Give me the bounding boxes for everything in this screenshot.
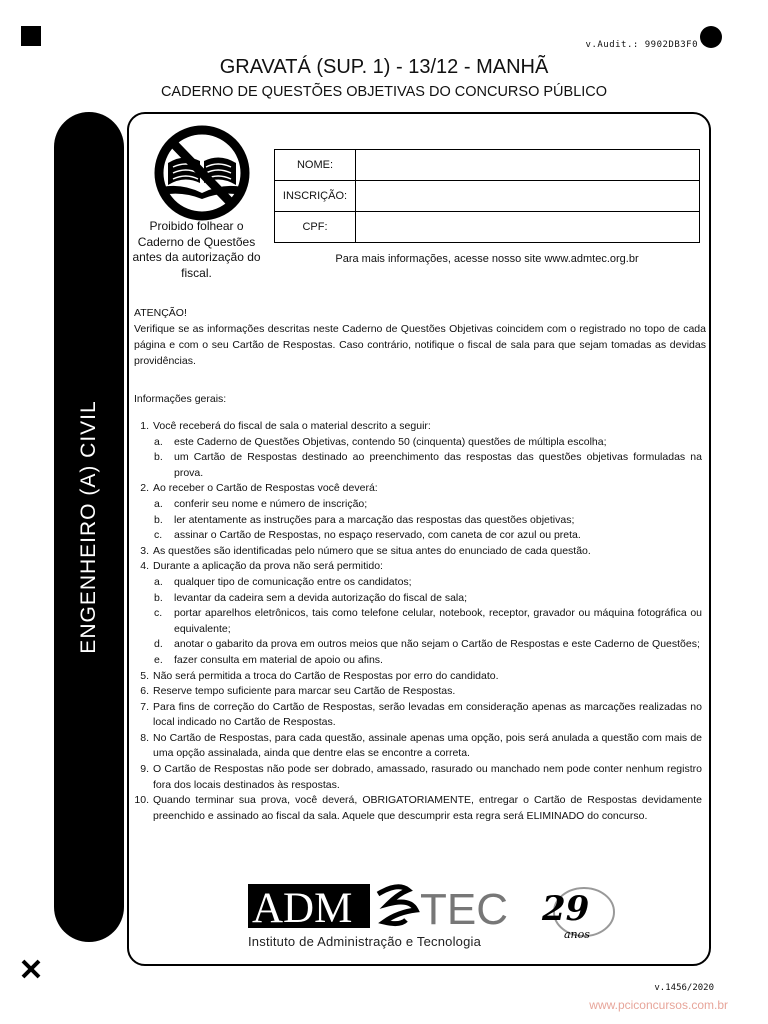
logo-right-text: TEC xyxy=(420,885,508,934)
prohibited-warning-text: Proibido folhear o Caderno de Questões antes da autorização do fiscal. xyxy=(132,219,261,280)
list-item-text: Ao receber o Cartão de Respostas você deverá: xyxy=(153,482,378,495)
list-item-text: No Cartão de Respostas, para cada questão, assinale apenas uma opção, pois será anulada a questão com mais de uma opção assinalada, ainda que dentre elas se encontre a correta. xyxy=(153,731,702,760)
close-x-mark xyxy=(20,958,42,980)
list-item xyxy=(134,559,702,575)
list-item-number: 8. xyxy=(140,731,149,744)
general-info-list xyxy=(134,419,702,824)
registration-mark-circle xyxy=(700,26,722,48)
general-info-title: Informações gerais: xyxy=(134,393,227,405)
sub-item-letter: b. xyxy=(154,513,163,526)
list-item xyxy=(134,481,702,497)
source-website[interactable]: www.pciconcursos.com.br xyxy=(589,998,728,1012)
list-item-text: Quando terminar sua prova, você deverá, OBRIGATORIAMENTE, entregar o Cartão de Respostas devidamente preenchido e assinado ao fiscal da sala. Aquele que descumprir esta regra será ELIMINADO do concurso. xyxy=(153,794,702,822)
list-item-number: 1. xyxy=(140,420,149,432)
list-item xyxy=(134,731,702,762)
list-item-number: 6. xyxy=(140,685,149,698)
sub-item-text: um Cartão de Respostas destinado ao preenchimento das respostas das questões objetivas formuladas na prova. xyxy=(174,451,702,479)
sub-item-letter: a. xyxy=(154,575,163,588)
sub-item-text: assinar o Cartão de Respostas, no espaço reservado, com caneta de cor azul ou preta. xyxy=(174,529,581,542)
list-item xyxy=(134,544,702,560)
list-item xyxy=(134,684,702,700)
list-item-text: Você receberá do fiscal de sala o material descrito a seguir: xyxy=(153,420,431,432)
sub-item xyxy=(134,653,702,669)
anniversary-29-badge xyxy=(536,880,618,946)
sub-item xyxy=(134,435,702,451)
candidate-form xyxy=(274,149,700,243)
cpf-label: CPF: xyxy=(275,212,356,243)
sub-item-letter: d. xyxy=(154,638,163,651)
logo-subtitle: Instituto de Administração e Tecnologia xyxy=(248,934,482,949)
name-label: NOME: xyxy=(275,150,356,181)
list-item-text: As questões são identificadas pelo número que se situa antes do enunciado de cada questão. xyxy=(153,544,591,557)
sub-item-text: este Caderno de Questões Objetivas, contendo 50 (cinquenta) questões de múltipla escolha; xyxy=(174,435,607,448)
sub-item xyxy=(134,513,702,529)
sub-item-text: portar aparelhos eletrônicos, tais como telefone celular, notebook, receptor, gravador ou máquina fotográfica ou equivalente; xyxy=(174,607,702,635)
registration-mark-square xyxy=(21,26,41,46)
sub-item xyxy=(134,637,702,653)
years-number: 29 xyxy=(542,889,590,929)
job-title: ENGENHEIRO (A) CIVIL xyxy=(77,400,100,654)
sub-item-letter: e. xyxy=(154,653,163,666)
info-website-text: Para mais informações, acesse nosso site www.admtec.org.br xyxy=(335,253,639,265)
sub-item xyxy=(134,606,702,637)
list-item xyxy=(134,669,702,685)
logo-left-text: ADM xyxy=(252,885,353,932)
list-item xyxy=(134,762,702,793)
sub-item-letter: b. xyxy=(154,451,163,464)
list-item-number: 4. xyxy=(140,560,149,573)
list-item-number: 7. xyxy=(140,700,149,713)
sub-item-text: anotar o gabarito da prova em outros meios que não sejam o Cartão de Respostas e este Caderno de Questões; xyxy=(174,638,700,651)
sub-item-text: ler atentamente as instruções para a marcação das respostas das questões objetivas; xyxy=(174,513,575,526)
page-title: GRAVATÁ (SUP. 1) - 13/12 - MANHÃ xyxy=(219,56,549,78)
list-item xyxy=(134,419,702,435)
sub-item xyxy=(134,528,702,544)
sub-item-letter: a. xyxy=(154,497,163,510)
cpf-field[interactable] xyxy=(356,212,700,243)
sub-item-letter: c. xyxy=(154,607,163,620)
list-item-text: O Cartão de Respostas não pode ser dobrado, amassado, rasurado ou manchado nem pode conter nenhum registro fora dos locais destinados às respostas. xyxy=(153,763,702,791)
list-item-text: Durante a aplicação da prova não será permitido: xyxy=(153,560,383,573)
sub-item-text: fazer consulta em material de apoio ou afins. xyxy=(174,653,383,666)
attention-title: ATENÇÃO! xyxy=(134,307,187,319)
registration-field[interactable] xyxy=(356,181,700,212)
list-item xyxy=(134,793,702,824)
list-item xyxy=(134,700,702,731)
list-item-number: 2. xyxy=(140,482,149,495)
sub-item xyxy=(134,575,702,591)
years-word: anos xyxy=(564,928,590,941)
page-subtitle: CADERNO DE QUESTÕES OBJETIVAS DO CONCURSO PÚBLICO xyxy=(160,84,608,100)
sub-item-text: levantar da cadeira sem a devida autorização do fiscal de sala; xyxy=(174,591,468,604)
sub-item-text: conferir seu nome e número de inscrição; xyxy=(174,497,368,510)
sub-item xyxy=(134,591,702,607)
list-item-number: 9. xyxy=(140,763,149,776)
sub-item-text: qualquer tipo de comunicação entre os candidatos; xyxy=(174,575,412,588)
name-field[interactable] xyxy=(356,150,700,181)
sub-item-letter: c. xyxy=(154,529,163,542)
attention-section xyxy=(134,305,706,369)
audit-code: v.Audit.: 9902DB3F0 xyxy=(585,40,698,50)
prohibited-book-icon xyxy=(146,125,258,223)
list-item-text: Para fins de correção do Cartão de Respostas, serão levadas em consideração apenas as marcações realizadas no local indicado no Cartão de Respostas. xyxy=(153,700,702,729)
sub-item-letter: b. xyxy=(154,591,163,604)
sub-item xyxy=(134,497,702,513)
document-version: v.1456/2020 xyxy=(654,983,714,993)
list-item-number: 3. xyxy=(140,544,149,557)
sub-item-letter: a. xyxy=(154,435,163,448)
list-item-text: Reserve tempo suficiente para marcar seu Cartão de Respostas. xyxy=(153,685,456,698)
list-item-text: Não será permitida a troca do Cartão de Respostas por erro do candidato. xyxy=(153,669,499,682)
list-item-number: 5. xyxy=(140,669,149,682)
registration-label: INSCRIÇÃO: xyxy=(275,181,356,212)
sub-item xyxy=(134,450,702,481)
attention-body: Verifique se as informações descritas neste Caderno de Questões Objetivas coincidem com o registrado no topo de cada página e com o seu Cartão de Respostas. Caso contrário, notifique o fiscal de sala para que sejam tomadas as devidas providências. xyxy=(134,323,706,367)
list-item-number: 10. xyxy=(134,794,149,807)
